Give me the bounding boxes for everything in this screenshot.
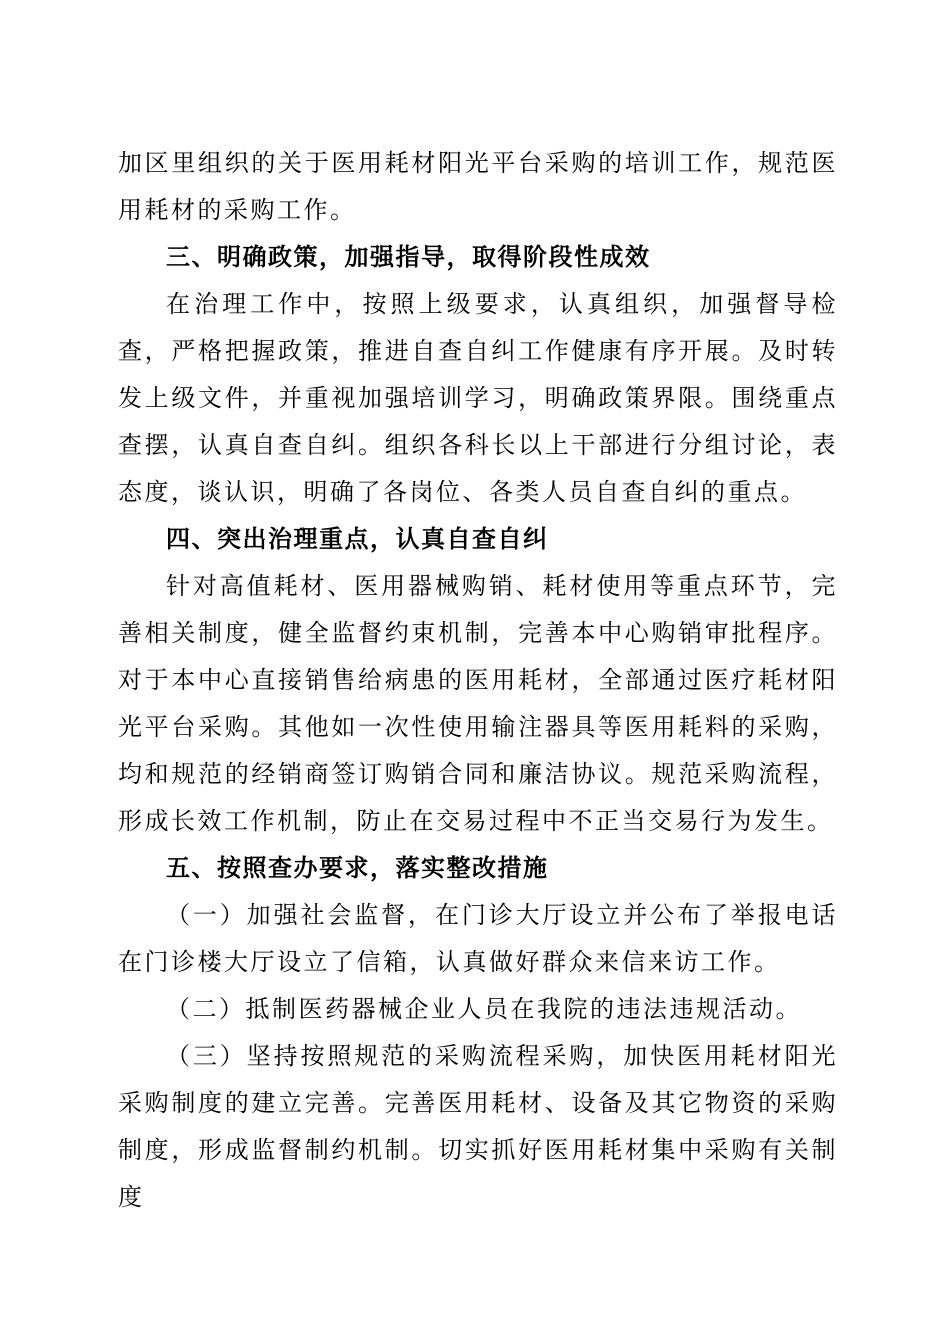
- document-page: [118, 140, 838, 1221]
- paragraph-item-3: （三）坚持按照规范的采购流程采购，加快医用耗材阳光采购制度的建立完善。完善医用耗材、设备及其它物资的采购制度，形成监督制约机制。切实抓好医用耗材集中采购有关制度: [118, 1042, 838, 1211]
- paragraph-continuation: 加区里组织的关于医用耗材阳光平台采购的培训工作，规范医用耗材的采购工作。: [118, 149, 838, 224]
- section-heading-3: 三、明确政策，加强指导，取得阶段性成效: [166, 243, 651, 271]
- paragraph-item-1: （一）加强社会监督，在门诊大厅设立并公布了举报电话在门诊楼大厅设立了信箱，认真做好群众来信来访工作。: [118, 901, 838, 976]
- paragraph-section-3: 在治理工作中，按照上级要求，认真组织，加强督导检查，严格把握政策，推进自查自纠工作健康有序开展。及时转发上级文件，并重视加强培训学习，明确政策界限。围绕重点查摆，认真自查自纠。组织各科长以上干部进行分组讨论，表态度，谈认识，明确了各岗位、各类人员自查自纠的重点。: [118, 290, 838, 506]
- section-heading-4: 四、突出治理重点，认真自查自纠: [166, 525, 549, 553]
- paragraph-section-4: 针对高值耗材、医用器械购销、耗材使用等重点环节，完善相关制度，健全监督约束机制，完善本中心购销审批程序。对于本中心直接销售给病患的医用耗材，全部通过医疗耗材阳光平台采购。其他如一次性使用输注器具等医用耗料的采购，均和规范的经销商签订购销合同和廉洁协议。规范采购流程，形成长效工作机制，防止在交易过程中不正当交易行为发生。: [118, 572, 838, 835]
- paragraph-item-2: （二）抵制医药器械企业人员在我院的违法违规活动。: [166, 995, 802, 1023]
- section-heading-5: 五、按照查办要求，落实整改措施: [166, 854, 549, 882]
